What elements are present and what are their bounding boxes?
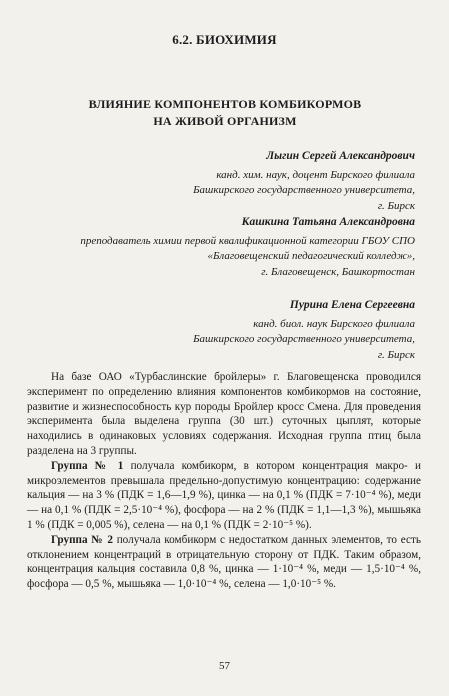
author-name: Лыгин Сергей Александрович — [266, 150, 415, 162]
author-affiliation-line: Башкирского государственного университета, — [193, 333, 415, 345]
author-affiliation-line: преподаватель химии первой квалификационной категории ГБОУ СПО — [80, 234, 415, 247]
author-city: г. Бирск — [377, 199, 415, 212]
article-body — [27, 370, 421, 592]
article-title-line: ВЛИЯНИЕ КОМПОНЕНТОВ КОМБИКОРМОВ — [88, 97, 362, 111]
article-title — [30, 96, 420, 130]
page-number: 57 — [219, 660, 230, 672]
body-paragraph — [27, 459, 421, 533]
paragraph-text: получала комбикорм с недостатком данных элементов, то есть отклонением концентраций в отрицательную сторону от ПДК. Таким образом, концентрация кальция составила 0,8 %, цинка — 1·10⁻⁴ %, меди — 1,5·10⁻⁴ %, фосфора — 0,5 %, мышьяка — 1,0·10⁻⁴ %, селена — 1,0·10⁻⁵ %. — [27, 533, 421, 591]
author-affiliation-line: Башкирского государственного университета, — [193, 184, 415, 196]
author-city: г. Бирск — [377, 348, 415, 361]
author-name: Пурина Елена Сергеевна — [289, 299, 415, 311]
paragraph-text: получала комбикорм, в котором концентрация макро- и микроэлементов превышала предельно-допустимую концентрацию: содержание кальция — на 3 % (ПДК = 1,6—1,9 %), цинка — на 0,1 % (ПДК = 7·10⁻⁴ %), меди — на 0,1 % (ПДК = 2,5·10⁻⁴ %), фосфора — на 2 % (ПДК = 1,1—1,3 %), мышьяка 1 % (ПДК = 0,005 %), селена — на 0,1 % (ПДК = 2·10⁻⁵ %). — [27, 459, 421, 531]
group-label: Группа № 2 — [51, 533, 113, 546]
body-paragraph — [27, 370, 421, 459]
author-block — [193, 149, 415, 214]
author-affiliation-line: «Благовещенский педагогический колледж», — [207, 250, 415, 262]
article-title-line: НА ЖИВОЙ ОРГАНИЗМ — [153, 114, 297, 128]
author-block — [193, 298, 415, 363]
body-paragraph — [27, 533, 421, 592]
author-name: Кашкина Татьяна Александровна — [241, 216, 415, 228]
author-affiliation-line: канд. хим. наук, доцент Бирского филиала — [216, 168, 415, 181]
group-label: Группа № 1 — [51, 459, 124, 472]
author-affiliation-line: канд. биол. наук Бирского филиала — [253, 317, 415, 330]
author-city: г. Благовещенск, Башкортостан — [261, 265, 415, 278]
section-heading: 6.2. БИОХИМИЯ — [172, 32, 277, 47]
author-block — [80, 215, 415, 280]
paragraph-text: На базе ОАО «Турбаслинские бройлеры» г. Благовещенска проводился эксперимент по определению влияния компонентов комбикормов на состояние, развитие и жизнеспособность кур породы Бройлер кросс Смена. Для проведения эксперимента была выделена группа (30 шт.) суточных цыплят, которые находились в одинаковых условиях содержания. Исходная группа птиц была разделена на 3 группы. — [27, 371, 421, 457]
